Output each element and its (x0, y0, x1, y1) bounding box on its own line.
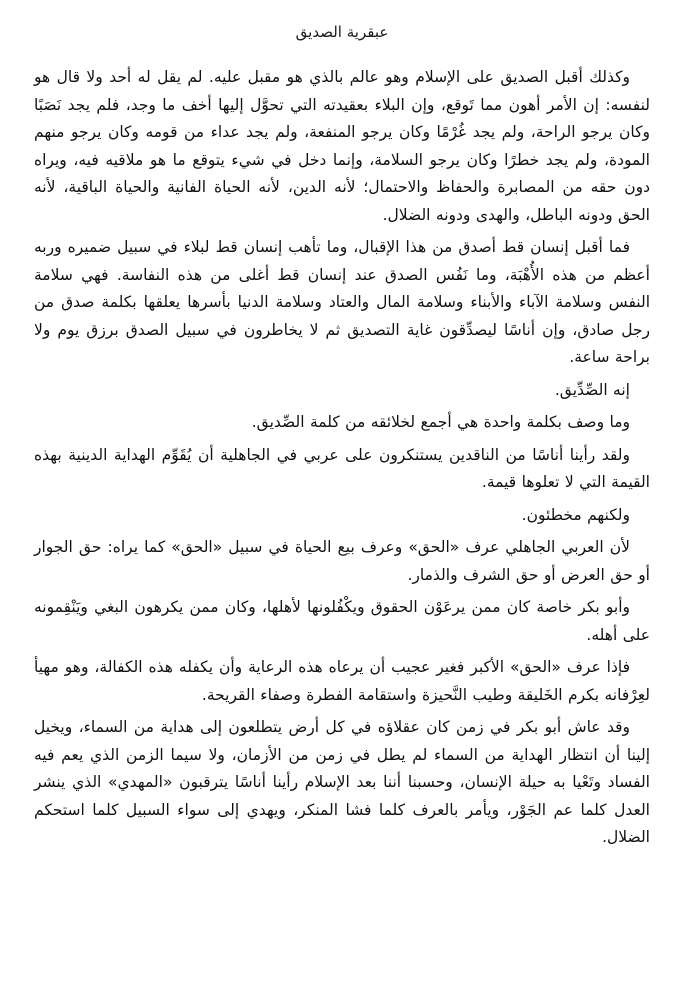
paragraph: لأن العربي الجاهلي عرف «الحق» وعرف بيع الحياة في سبيل «الحق» كما يراه: حق الجوار أو حق العرض أو حق الشرف والذمار. (34, 538, 650, 584)
paragraph: ولكنهم مخطئون. (521, 505, 630, 524)
paragraph: ولقد رأينا أناسًا من الناقدين يستنكرون على عربي في الجاهلية أن يُقَوِّم الهداية الدينية بهذه القيمة التي لا تعلوها قيمة. (34, 445, 650, 491)
paragraph: وكذلك أقبل الصديق على الإسلام وهو عالم بالذي هو مقبل عليه. لم يقل له أحد ولا قال هو لنفسه: إن الأمر أهون مما تَوقع، وإن البلاء بعقيدته التي تحوَّل إليها أخف ما وجد، فلم يجد نَصَبًا وكان يرجو الراحة، ولم يجد غُرْمًا وكان يرجو المنفعة، ولم يجد عداء من قومه وكان يرجو منهم المودة، ولم يجد خطرًا وكان يرجو السلامة، وإنما دخل في شيء يتوقع ما هو ملاقيه فيه، ويراه دون حقه من المصابرة والحفاظ والاحتمال؛ لأنه الدين، لأنه الحياة الفانية والحياة الباقية، لأنه الحق ودونه الباطل، والهدى ودونه الضلال. (34, 68, 650, 224)
paragraph: فإذا عرف «الحق» الأكبر فغير عجيب أن يرعاه هذه الرعاية وأن يكفله هذه الكفالة، وهو مهيأ لعِرْفانه بكرم الخَليقة وطيب النَّحيزة واستقامة الفطرة وصفاء القريحة. (34, 658, 650, 704)
running-header-title: عبقرية الصديق (295, 23, 389, 41)
paragraph: إنه الصِّدِّيق. (554, 380, 630, 399)
paragraph: فما أقبل إنسان قط أصدق من هذا الإقبال، وما تأهب إنسان قط لبلاء في سبيل ضميره وربه أعظم من هذه الأُهْبَة، وما نَفُس الصدق عند إنسان قط أغلى من هذه النفاسة. فهي سلامة النفس وسلامة الآباء والأبناء وسلامة المال والعتاد وسلامة الدنيا بأسرها يعلقها بكلمة صدق من رجل صادق، وإن أناسًا ليصدِّقون غاية التصديق ثم لا يخاطرون في سبيل الصدق برزق يوم ولا براحة ساعة. (34, 238, 650, 366)
paragraph: وأبو بكر خاصة كان ممن يرعَوْن الحقوق ويكْفُلونها لأهلها، وكان ممن يكرهون البغي ويَنْقِمونه على أهله. (34, 598, 650, 644)
page-body-text (34, 64, 650, 857)
book-page (34, 0, 650, 1000)
paragraph: وقد عاش أبو بكر في زمن كان عقلاؤه في كل أرض يتطلعون إلى هداية من السماء، ويخيل إلينا أن انتظار الهداية من السماء لم يطل في زمن من الأزمان، ولا سيما الزمن الذي يعم فيه الفساد وتَعْيا به حيلة الإنسان، وحسبنا أننا بعد الإسلام رأينا أناسًا يترقبون «المهدي» الذي ينشر العدل كلما عم الجَوْر، ويأمر بالعرف كلما فشا المنكر، ويهدي إلى سواء السبيل كلما استحكم الضلال. (34, 718, 650, 846)
paragraph: وما وصف بكلمة واحدة هي أجمع لخلائقه من كلمة الصِّديق. (251, 413, 630, 431)
